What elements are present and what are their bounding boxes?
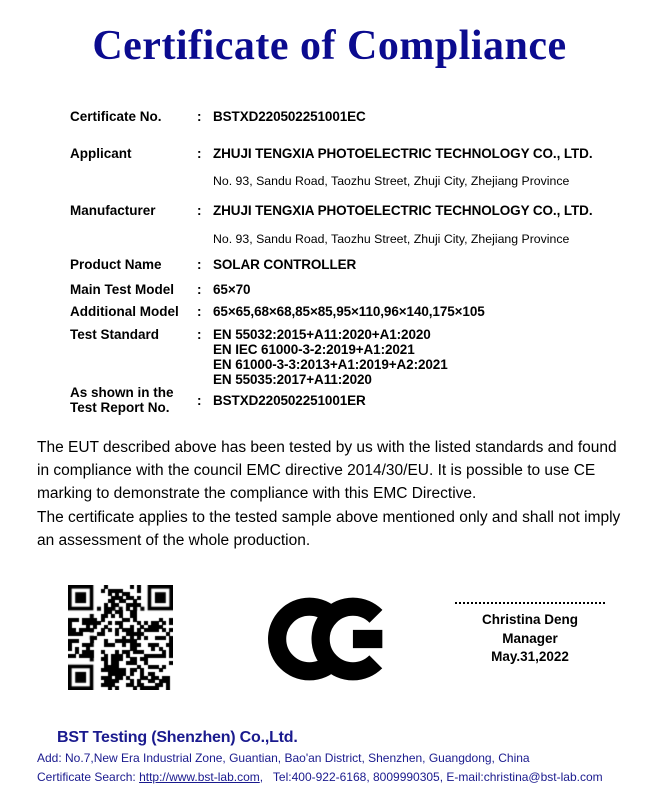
separator: ,	[259, 770, 264, 784]
page-title: Certificate of Compliance	[92, 23, 567, 69]
certificate-search-label: Certificate Search:	[37, 770, 136, 784]
field-value: BSTXD220502251001ER	[213, 392, 366, 408]
field-label-line2: Test Report No.	[70, 399, 170, 415]
field-label: Manufacturer	[70, 203, 156, 218]
declaration-text	[37, 436, 625, 552]
colon-separator: :	[197, 392, 202, 408]
field-main-test-model	[70, 282, 250, 298]
qr-code-icon	[68, 585, 173, 690]
colon-separator: :	[197, 257, 202, 272]
field-value: 65×70	[213, 282, 251, 297]
field-label	[70, 386, 197, 415]
field-label: Additional Model	[70, 304, 179, 319]
test-standard-line: EN 55035:2017+A11:2020	[213, 372, 372, 387]
declaration-paragraph-2: The certificate applies to the tested sample above mentioned only and shall not imply an assessment of the whole production.	[37, 508, 621, 549]
field-label: Main Test Model	[70, 282, 175, 297]
field-value: ZHUJI TENGXIA PHOTOELECTRIC TECHNOLOGY CO., LTD.	[213, 203, 593, 218]
field-value: BSTXD220502251001EC	[213, 109, 366, 124]
field-value: 65×65,68×68,85×85,95×110,96×140,175×105	[213, 304, 485, 319]
declaration-paragraph-1: The EUT described above has been tested by us with the listed standards and found in compliance with the council EMC directive 2014/30/EU. It is possible to use CE marking to demonstrate the compliance with this EMC Directive.	[37, 439, 617, 503]
field-test-standard	[70, 327, 448, 387]
field-label: Test Standard	[70, 327, 160, 342]
field-applicant	[70, 146, 592, 162]
signature-date: May.31,2022	[491, 649, 569, 664]
lab-website-link[interactable]: http://www.bst-lab.com	[139, 770, 260, 784]
lab-contact-info: Tel:400-922-6168, 8009990305, E-mail:christina@bst-lab.com	[272, 770, 603, 784]
lab-company-name: BST Testing (Shenzhen) Co.,Ltd.	[57, 729, 298, 746]
colon-separator: :	[197, 203, 202, 218]
signatory-name: Christina Deng	[481, 612, 578, 627]
signature-block	[448, 602, 612, 667]
field-certificate-no	[70, 109, 366, 125]
manufacturer-address: No. 93, Sandu Road, Taozhu Street, Zhuji City, Zhejiang Province	[213, 232, 570, 246]
field-manufacturer	[70, 203, 592, 219]
field-label: Certificate No.	[70, 109, 162, 124]
certificate-search-line	[37, 770, 603, 784]
field-product-name	[70, 257, 356, 273]
applicant-address: No. 93, Sandu Road, Taozhu Street, Zhuji City, Zhejiang Province	[213, 174, 570, 188]
test-standard-line: EN 61000-3-3:2013+A1:2019+A2:2021	[213, 357, 448, 372]
field-value: ZHUJI TENGXIA PHOTOELECTRIC TECHNOLOGY CO., LTD.	[213, 146, 593, 161]
colon-separator: :	[197, 327, 202, 342]
ce-mark-icon	[268, 597, 384, 681]
field-label-line1: As shown in the	[70, 385, 174, 400]
lab-address: Add: No.7,New Era Industrial Zone, Guantian, Bao'an District, Shenzhen, Guangdong, China	[37, 751, 530, 765]
colon-separator: :	[197, 282, 202, 297]
field-label: Applicant	[70, 146, 132, 161]
field-value: SOLAR CONTROLLER	[213, 257, 357, 272]
colon-separator: :	[197, 109, 202, 124]
field-test-report-no	[70, 386, 366, 415]
colon-separator: :	[197, 146, 202, 161]
signature-line	[455, 602, 605, 604]
signatory-title: Manager	[502, 630, 558, 646]
field-label: Product Name	[70, 257, 162, 272]
test-standard-line: EN 55032:2015+A11:2020+A1:2020	[213, 327, 431, 342]
test-standard-list	[213, 327, 448, 387]
field-additional-model	[70, 304, 485, 320]
colon-separator: :	[197, 304, 202, 319]
test-standard-line: EN IEC 61000-3-2:2019+A1:2021	[213, 342, 415, 357]
